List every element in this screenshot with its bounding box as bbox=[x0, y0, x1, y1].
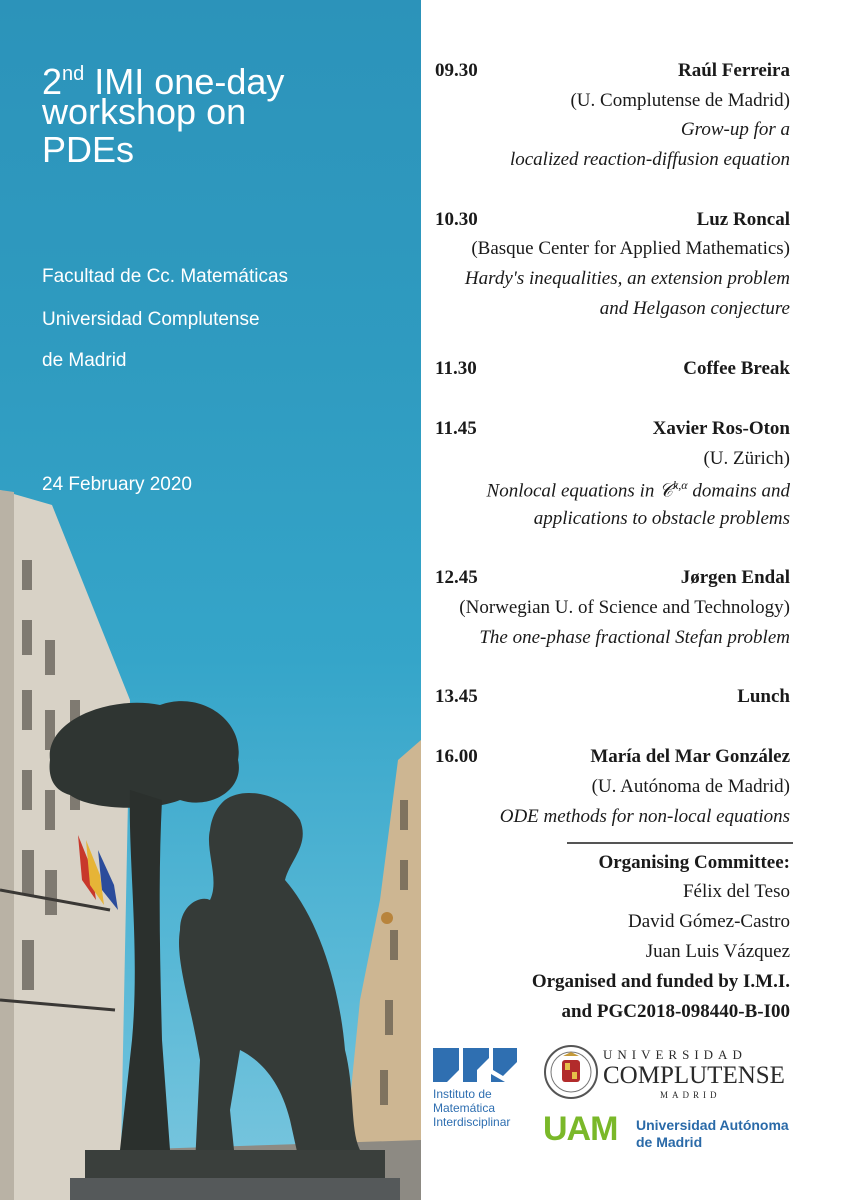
workshop-title-line1: 2nd IMI one-day bbox=[42, 61, 285, 102]
ucm-crest-icon bbox=[543, 1044, 599, 1100]
session-time: 11.30 bbox=[435, 358, 477, 379]
imi-logo-mark bbox=[433, 1048, 517, 1082]
session-time: 11.45 bbox=[435, 418, 477, 439]
talk-title-line: ODE methods for non-local equations bbox=[499, 806, 790, 827]
speaker-name: María del Mar González bbox=[590, 746, 790, 767]
talk-title-line: localized reaction-diffusion equation bbox=[509, 149, 790, 170]
speaker-name: Raúl Ferreira bbox=[677, 60, 790, 81]
speaker-name: Xavier Ros-Oton bbox=[652, 418, 790, 439]
divider bbox=[567, 842, 793, 844]
speaker-affiliation: (Basque Center for Applied Mathematics) bbox=[471, 238, 790, 259]
session-time: 13.45 bbox=[435, 686, 478, 707]
talk-title-line: The one-phase fractional Stefan problem bbox=[479, 627, 790, 648]
uam-logo-mark: UAM bbox=[543, 1110, 618, 1148]
speaker-name: Jørgen Endal bbox=[680, 567, 790, 588]
funding-line: and PGC2018-098440-B-I00 bbox=[561, 1001, 790, 1022]
ucm-logo-main: COMPLUTENSE bbox=[603, 1062, 785, 1089]
workshop-title-line3: PDEs bbox=[42, 129, 135, 170]
ucm-logo-bottom: MADRID bbox=[660, 1090, 721, 1100]
speaker-affiliation: (Norwegian U. of Science and Technology) bbox=[459, 597, 790, 618]
ucm-logo-top: UNIVERSIDAD bbox=[603, 1047, 747, 1062]
talk-title-line: Nonlocal equations in 𝒞$^{k,\alpha}$ domains and bbox=[486, 478, 790, 502]
talk-title-line: Hardy's inequalities, an extension problem bbox=[464, 268, 790, 289]
speaker-affiliation: (U. Complutense de Madrid) bbox=[570, 90, 790, 111]
break-label: Lunch bbox=[737, 686, 790, 707]
uam-logo-text: Universidad Autónoma de Madrid bbox=[636, 1117, 789, 1150]
session-time: 10.30 bbox=[435, 209, 478, 230]
imi-logo-text: Instituto de Matemática Interdisciplinar bbox=[433, 1087, 511, 1129]
speaker-affiliation: (U. Autónoma de Madrid) bbox=[591, 776, 790, 797]
talk-title-line: Grow-up for a bbox=[680, 119, 790, 140]
committee-heading: Organising Committee: bbox=[598, 852, 790, 873]
venue-line1: Facultad de Cc. Matemáticas bbox=[42, 266, 289, 287]
workshop-date: 24 February 2020 bbox=[42, 474, 192, 495]
venue-line3: de Madrid bbox=[42, 350, 127, 371]
session-time: 16.00 bbox=[435, 746, 478, 767]
talk-title-line: and Helgason conjecture bbox=[599, 298, 790, 319]
break-label: Coffee Break bbox=[683, 358, 790, 379]
committee-member: Juan Luis Vázquez bbox=[645, 941, 790, 962]
session-time: 09.30 bbox=[435, 60, 478, 81]
statue-photo bbox=[0, 0, 421, 1200]
funding-line: Organised and funded by I.M.I. bbox=[531, 971, 790, 992]
poster-left-panel bbox=[0, 0, 421, 1200]
committee-member: Félix del Teso bbox=[682, 881, 790, 902]
committee-member: David Gómez-Castro bbox=[628, 911, 790, 932]
talk-title-line: applications to obstacle problems bbox=[533, 508, 790, 529]
venue-line2: Universidad Complutense bbox=[42, 309, 260, 330]
session-time: 12.45 bbox=[435, 567, 478, 588]
speaker-name: Luz Roncal bbox=[696, 209, 790, 230]
workshop-title-line2: workshop on bbox=[42, 91, 247, 132]
speaker-affiliation: (U. Zürich) bbox=[703, 448, 790, 469]
